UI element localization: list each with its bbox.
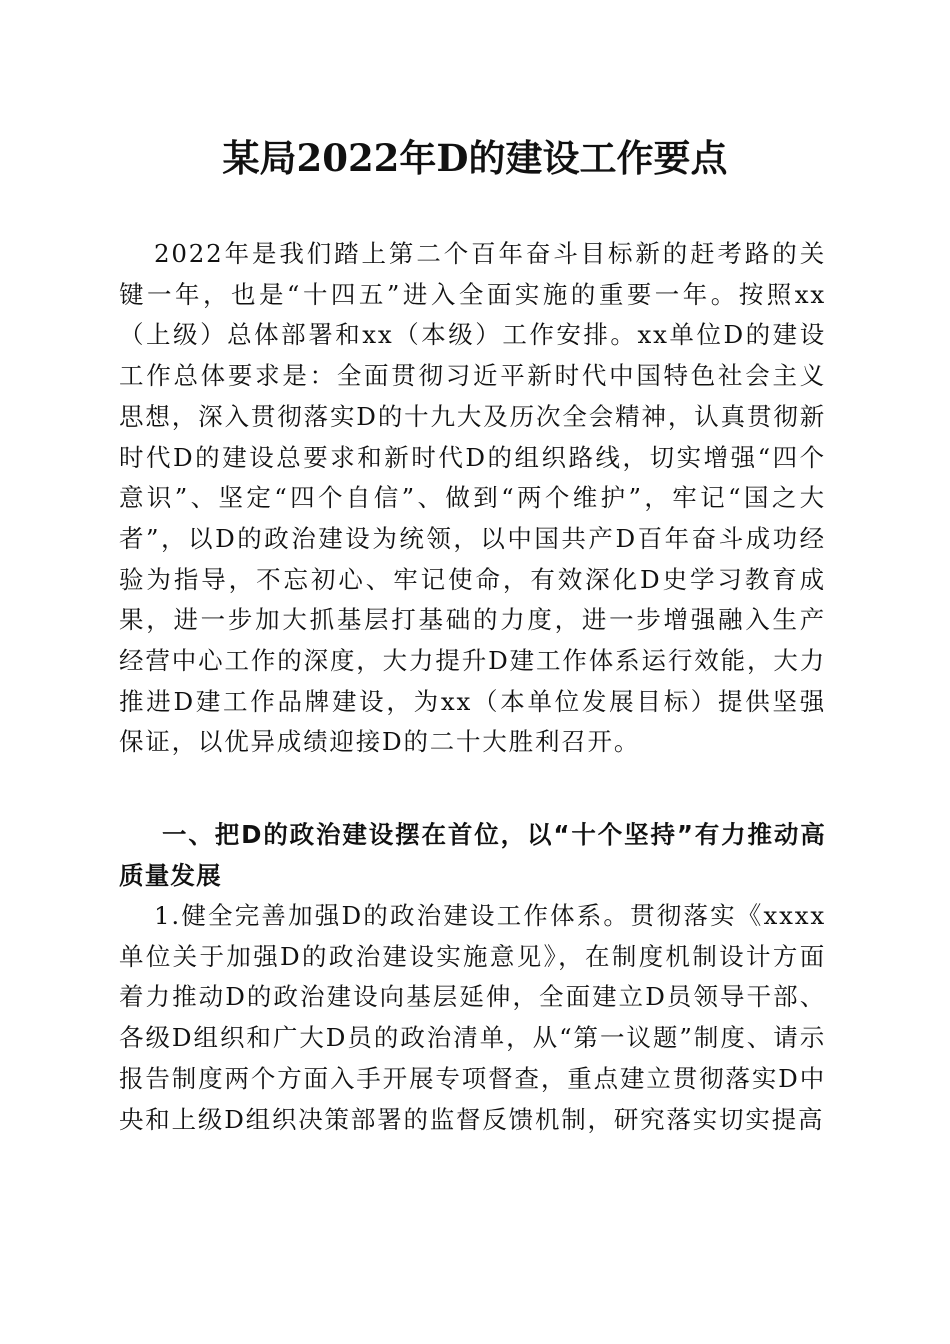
item-1-paragraph: 1.健全完善加强D的政治建设工作体系。贯彻落实《xxxx单位关于加强D的政治建设实施意见》，在制度机制设计方面着力推动D的政治建设向基层延伸，全面建立D员领导干部、各级D组织和广大D员的政治清单，从“第一议题”制度、请示报告制度两个方面入手开展专项督查，重点建立贯彻落实D中央和上级D组织决策部署的监督反馈机制，研究落实切实提高 bbox=[119, 901, 826, 1134]
document-title: 某局2022年D的建设工作要点 bbox=[222, 136, 728, 180]
section-1-heading: 一、把D的政治建设摆在首位，以“十个坚持”有力推动高质量发展 bbox=[119, 820, 826, 890]
intro-paragraph: 2022年是我们踏上第二个百年奋斗目标新的赶考路的关键一年，也是“十四五”进入全面实施的重要一年。按照xx（上级）总体部署和xx（本级）工作安排。xx单位D的建设工作总体要求是：全面贯彻习近平新时代中国特色社会主义思想，深入贯彻落实D的十九大及历次全会精神，认真贯彻新时代D的建设总要求和新时代D的组织路线，切实增强“四个意识”、坚定“四个自信”、做到“两个维护”，牢记“国之大者”，以D的政治建设为统领，以中国共产D百年奋斗成功经验为指导，不忘初心、牢记使命，有效深化D史学习教育成果，进一步加大抓基层打基础的力度，进一步增强融入生产经营中心工作的深度，大力提升D建工作体系运行效能，大力推进D建工作品牌建设，为xx（本单位发展目标）提供坚强保证，以优异成绩迎接D的二十大胜利召开。 bbox=[119, 239, 826, 757]
